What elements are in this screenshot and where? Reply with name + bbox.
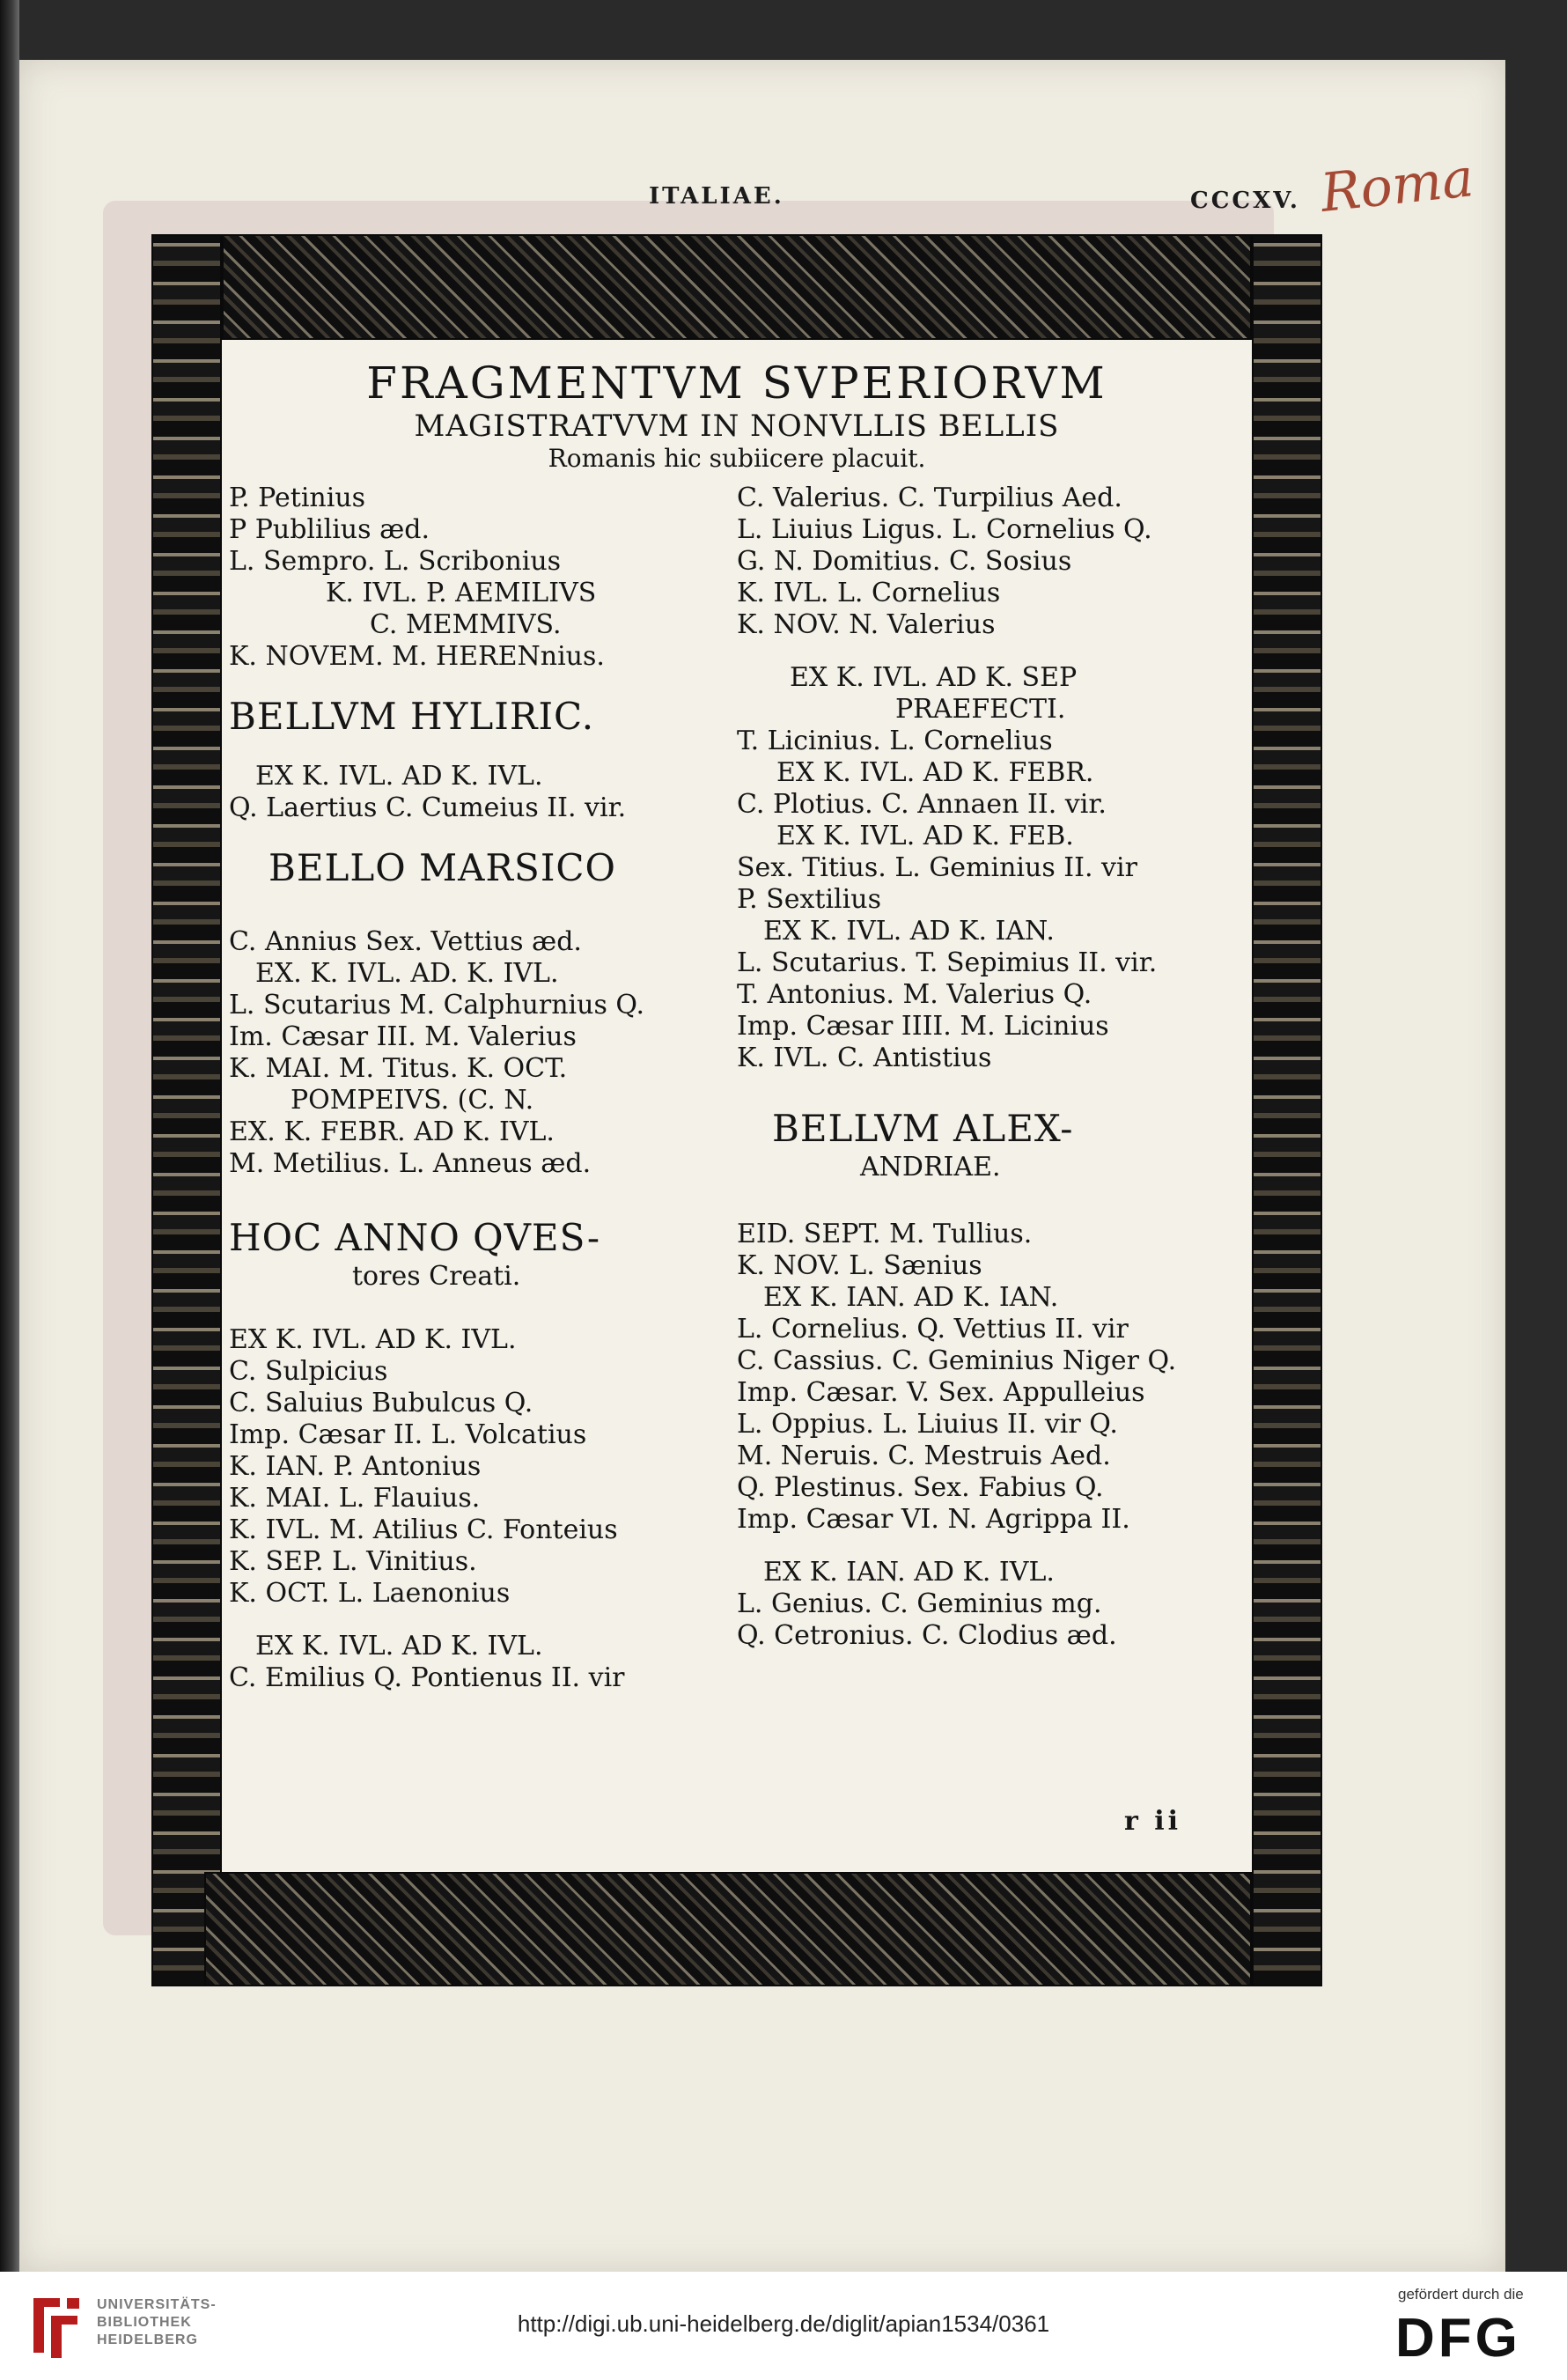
text-line: Sex. Titius. L. Geminius II. vir <box>737 852 1137 883</box>
text-line: K. IVL. C. Antistius <box>737 1043 992 1073</box>
scan-edge <box>0 0 19 2272</box>
text-line: C. Annius Sex. Vettius æd. <box>229 926 582 957</box>
text-line: EX K. IVL. AD K. IAN. <box>763 916 1055 947</box>
text-line: L. Oppius. L. Liuius II. vir Q. <box>737 1409 1118 1440</box>
text-block <box>222 340 1252 1872</box>
spacer <box>737 1074 1239 1106</box>
text-line: P Publilius æd. <box>229 514 430 545</box>
text-line: L. Liuius Ligus. L. Cornelius Q. <box>737 514 1152 545</box>
text-line: EX K. IVL. AD K. FEB. <box>776 821 1074 851</box>
text-line: Im. Cæsar III. M. Valerius <box>229 1021 577 1052</box>
text-line: L. Sempro. L. Scribonius <box>229 546 562 577</box>
ornamental-border-top <box>222 234 1252 340</box>
spacer <box>737 641 1239 662</box>
text-line: Q. Plestinus. Sex. Fabius Q. <box>737 1472 1104 1503</box>
text-line: L. Cornelius. Q. Vettius II. vir <box>737 1314 1129 1345</box>
text-line: M. Neruis. C. Mestruis Aed. <box>737 1441 1111 1471</box>
text-line: EX K. IVL. AD K. SEP <box>790 662 1078 693</box>
page-subtitle: MAGISTRATVVM IN NONVLLIS BELLIS <box>414 409 1060 444</box>
text-line: C. Saluius Bubulcus Q. <box>229 1388 533 1418</box>
text-line: K. SEP. L. Vinitius. <box>229 1546 477 1577</box>
left-column <box>229 483 687 1694</box>
text-line: K. OCT. L. Laenonius <box>229 1578 511 1609</box>
text-line: Imp. Cæsar VI. N. Agrippa II. <box>737 1504 1130 1535</box>
spacer <box>229 891 687 926</box>
text-line: P. Petinius <box>229 483 366 513</box>
text-line: Imp. Cæsar IIII. M. Licinius <box>737 1011 1109 1042</box>
text-line: K. IVL. P. AEMILIVS <box>326 578 597 608</box>
ornamental-border-right <box>1252 234 1322 1986</box>
woodcut-frame <box>151 234 1322 1986</box>
text-line: K. NOV. N. Valerius <box>737 609 996 640</box>
page-subtitle-2: Romanis hic subiicere placuit. <box>548 444 926 473</box>
text-line: EX K. IAN. AD K. IVL. <box>763 1557 1055 1588</box>
spacer <box>229 1610 687 1631</box>
text-line: C. Plotius. C. Annaen II. vir. <box>737 789 1107 820</box>
text-line: EX. K. FEBR. AD K. IVL. <box>229 1116 555 1147</box>
text-line: K. NOVEM. M. HERENnius. <box>229 641 605 672</box>
text-line: tores Creati. <box>352 1261 521 1292</box>
text-line: C. Valerius. C. Turpilius Aed. <box>737 483 1122 513</box>
text-line: EX K. IAN. AD K. IAN. <box>763 1282 1059 1313</box>
institution-line: UNIVERSITÄTS- <box>97 2297 217 2312</box>
ornamental-border-bottom <box>204 1872 1252 1986</box>
institution-line: HEIDELBERG <box>97 2332 198 2347</box>
text-line: EID. SEPT. M. Tullius. <box>737 1219 1033 1249</box>
signature-mark: r ii <box>1124 1806 1182 1837</box>
text-line: P. Sextilius <box>737 884 881 915</box>
permalink-url[interactable]: http://digi.ub.uni-heidelberg.de/diglit/apian1534/0361 <box>517 2310 1050 2337</box>
dfg-logo: DFG <box>1395 2308 1521 2369</box>
right-column <box>737 483 1239 1652</box>
section-heading: BELLO MARSICO <box>269 846 616 889</box>
section-heading: BELLVM ALEX- <box>772 1107 1074 1150</box>
spacer <box>737 1183 1239 1219</box>
text-line: K. MAI. L. Flauius. <box>229 1483 481 1514</box>
spacer <box>229 740 687 761</box>
text-line: Q. Laertius C. Cumeius II. vir. <box>229 792 627 823</box>
text-line: EX. K. IVL. AD. K. IVL. <box>255 958 559 989</box>
text-line: PRAEFECTI. <box>895 694 1066 725</box>
text-line: K. IAN. P. Antonius <box>229 1451 482 1482</box>
text-line: M. Metilius. L. Anneus æd. <box>229 1148 592 1179</box>
spacer <box>229 673 687 694</box>
text-line: ANDRIAE. <box>860 1152 1001 1183</box>
spacer <box>229 1180 687 1215</box>
section-heading: HOC ANNO QVES- <box>229 1216 601 1259</box>
text-line: EX K. IVL. AD K. FEBR. <box>776 757 1094 788</box>
text-line: K. MAI. M. Titus. K. OCT. <box>229 1053 568 1084</box>
text-line: C. Emilius Q. Pontienus II. vir <box>229 1662 625 1693</box>
spacer <box>737 1536 1239 1557</box>
text-line: L. Genius. C. Geminius mg. <box>737 1588 1102 1619</box>
handwritten-marginal-note: Roma <box>1317 147 1477 225</box>
text-line: T. Licinius. L. Cornelius <box>737 726 1053 756</box>
viewer-footer <box>0 2272 1567 2380</box>
text-line: T. Antonius. M. Valerius Q. <box>737 979 1092 1010</box>
folio-number: CCCXV. <box>1190 188 1300 214</box>
text-line: K. IVL. L. Cornelius <box>737 578 1001 608</box>
text-line: Imp. Cæsar. V. Sex. Appulleius <box>737 1377 1145 1408</box>
text-line: K. IVL. M. Atilius C. Fonteius <box>229 1514 618 1545</box>
text-line: EX K. IVL. AD K. IVL. <box>255 761 543 792</box>
institution-line: BIBLIOTHEK <box>97 2315 192 2330</box>
text-line: G. N. Domitius. C. Sosius <box>737 546 1072 577</box>
page-title: FRAGMENTVM SVPERIORVM <box>366 357 1107 409</box>
text-line: POMPEIVS. (C. N. <box>291 1085 534 1116</box>
section-heading: BELLVM HYLIRIC. <box>229 695 595 738</box>
text-line: L. Scutarius M. Calphurnius Q. <box>229 990 645 1021</box>
text-line: C. MEMMIVS. <box>370 609 562 640</box>
ornamental-border-left <box>151 234 222 1986</box>
text-line: C. Sulpicius <box>229 1356 388 1387</box>
text-line: EX K. IVL. AD K. IVL. <box>255 1631 543 1662</box>
text-line: EX K. IVL. AD K. IVL. <box>229 1324 517 1355</box>
text-line: Q. Cetronius. C. Clodius æd. <box>737 1620 1117 1651</box>
book-page <box>19 60 1505 2272</box>
text-line: K. NOV. L. Sænius <box>737 1250 982 1281</box>
running-head: ITALIAE. <box>649 183 784 210</box>
spacer <box>229 1293 687 1324</box>
text-line: C. Cassius. C. Geminius Niger Q. <box>737 1345 1177 1376</box>
spacer <box>229 824 687 845</box>
text-line: Imp. Cæsar II. L. Volcatius <box>229 1419 587 1450</box>
funding-caption: gefördert durch die <box>1398 2286 1524 2303</box>
text-line: L. Scutarius. T. Sepimius II. vir. <box>737 947 1158 978</box>
